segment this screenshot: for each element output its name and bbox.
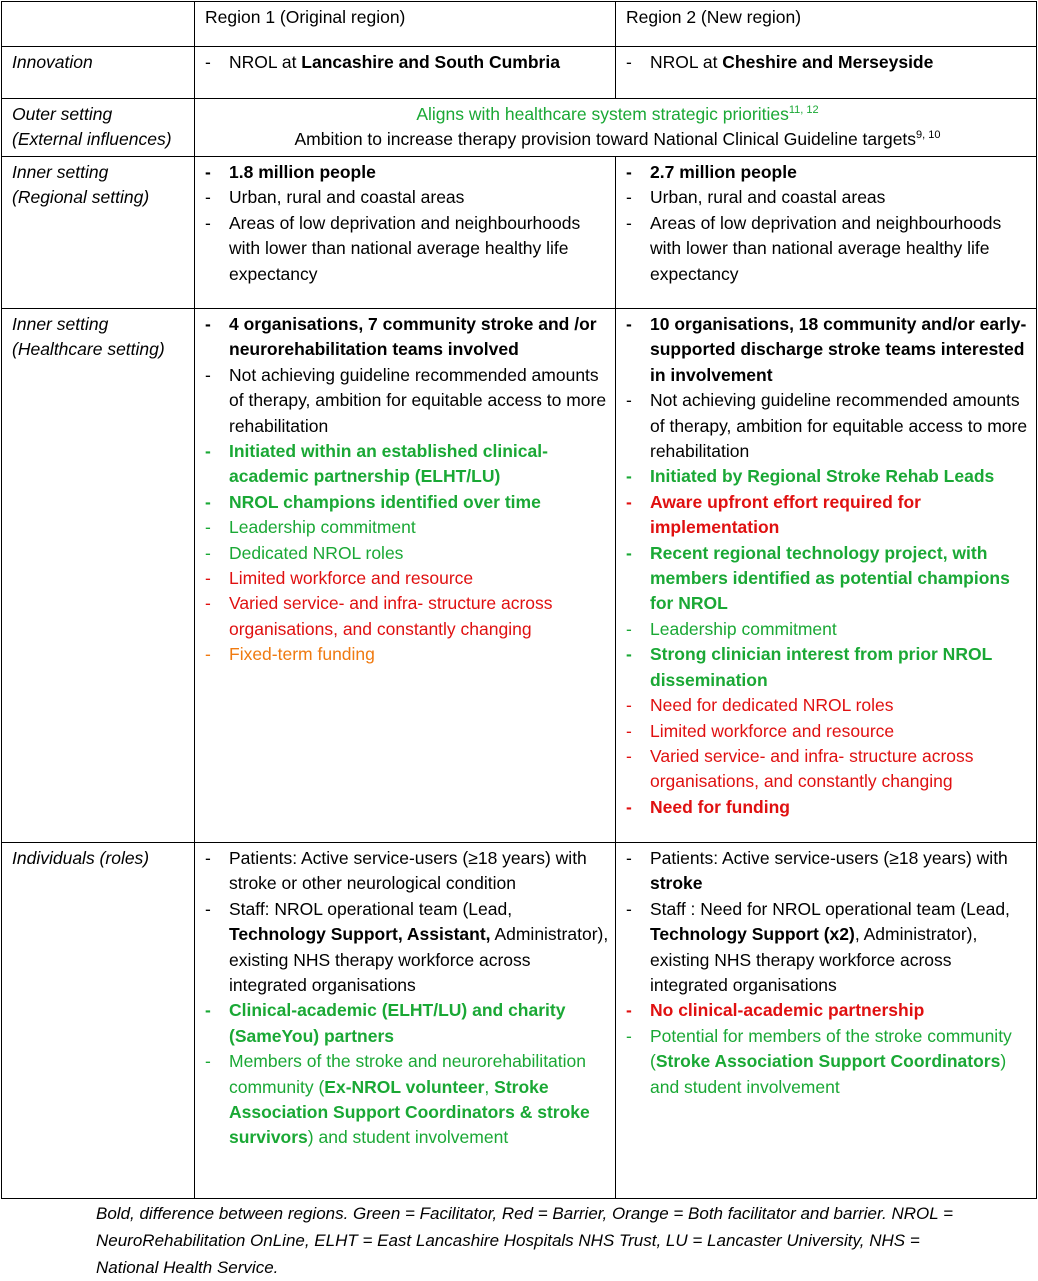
cell-individuals-region-2 bbox=[616, 843, 1037, 1199]
list-item bbox=[626, 50, 1030, 75]
header-region-2: Region 2 (New region) bbox=[616, 2, 1037, 47]
list-item: - Patients: Active service-users (≥18 years) with stroke or other neurological condition bbox=[205, 846, 609, 897]
list-item: - 10 organisations, 18 community and/or early-supported discharge stroke teams interested in involvement bbox=[626, 312, 1030, 388]
list-item: - Aware upfront effort required for implementation bbox=[626, 490, 1030, 541]
list-item: - Need for dedicated NROL roles bbox=[626, 693, 1030, 718]
list-item: - Not achieving guideline recommended amounts of therapy, ambition for equitable access to more rehabilitation bbox=[205, 363, 609, 439]
item-bold-text: Stroke Association Support Coordinators & stroke survivors bbox=[229, 1076, 590, 1148]
cell-inner-healthcare-region-1 bbox=[195, 309, 616, 843]
list-item: - 4 organisations, 7 community stroke and /or neurorehabilitation teams involved bbox=[205, 312, 609, 363]
row-inner-healthcare bbox=[2, 309, 1037, 843]
list-item: - Areas of low deprivation and neighbourhoods with lower than national average healthy life expectancy bbox=[205, 211, 609, 287]
list-item: - Strong clinician interest from prior NROL dissemination bbox=[626, 642, 1030, 693]
item-text: , bbox=[484, 1076, 495, 1097]
list-item bbox=[205, 50, 609, 75]
cell-individuals-region-1 bbox=[195, 843, 616, 1199]
list-item: - Varied service- and infra- structure across organisations, and constantly changing bbox=[205, 591, 609, 642]
list-item bbox=[205, 897, 609, 999]
item-text: Patients: Active service-users (≥18 years) with bbox=[650, 848, 1008, 868]
cell-inner-regional-region-1 bbox=[195, 157, 616, 309]
list-item: - NROL champions identified over time bbox=[205, 490, 609, 515]
cell-outer-setting bbox=[195, 99, 1037, 157]
list-item: - Urban, rural and coastal areas bbox=[626, 185, 1030, 210]
label-line-1: Outer setting bbox=[12, 104, 113, 124]
item-bold-text: Cheshire and Merseyside bbox=[722, 52, 934, 72]
row-individuals bbox=[2, 843, 1037, 1199]
outer-line-2-text: Ambition to increase therapy provision toward National Clinical Guideline targets bbox=[294, 129, 917, 150]
item-text: Members of the stroke and neurorehabilitation community ( bbox=[229, 1051, 587, 1097]
item-bold-text: Technology Support (x2) bbox=[650, 924, 855, 945]
row-label-outer-setting bbox=[2, 99, 195, 157]
label-line-1: Inner setting bbox=[12, 162, 109, 182]
list-item bbox=[626, 897, 1030, 999]
row-inner-regional bbox=[2, 157, 1037, 309]
reference-superscript: 9, 10 bbox=[916, 129, 941, 142]
outer-line-2 bbox=[205, 127, 1030, 152]
item-text: ) and student involvement bbox=[650, 1051, 1007, 1097]
list-item: - 2.7 million people bbox=[626, 160, 1030, 185]
list-item bbox=[205, 1049, 609, 1151]
list-item: - Varied service- and infra- structure across organisations, and constantly changing bbox=[626, 744, 1030, 795]
item-bold-text: Lancashire and South Cumbria bbox=[301, 52, 560, 72]
cell-innovation-region-1 bbox=[195, 47, 616, 99]
row-label-innovation: Innovation bbox=[2, 47, 195, 99]
row-label-inner-regional bbox=[2, 157, 195, 309]
list-item: - 1.8 million people bbox=[205, 160, 609, 185]
list-item: - Fixed-term funding bbox=[205, 642, 609, 667]
label-line-2: (Healthcare setting) bbox=[12, 339, 165, 360]
list-item: - Urban, rural and coastal areas bbox=[205, 185, 609, 210]
list-item: - No clinical-academic partnership bbox=[626, 998, 1030, 1023]
list-item: - Initiated by Regional Stroke Rehab Leads bbox=[626, 464, 1030, 489]
cell-innovation-region-2 bbox=[616, 47, 1037, 99]
item-bold-text: Ex-NROL volunteer bbox=[324, 1076, 485, 1097]
list-item: - Dedicated NROL roles bbox=[205, 541, 609, 566]
cell-inner-healthcare-region-2 bbox=[616, 309, 1037, 843]
list-item bbox=[626, 846, 1030, 897]
header-region-1: Region 1 (Original region) bbox=[195, 2, 616, 47]
list-item: - Initiated within an established clinical-academic partnership (ELHT/LU) bbox=[205, 439, 609, 490]
list-item: - Recent regional technology project, with members identified as potential champions for NROL bbox=[626, 541, 1030, 617]
row-innovation bbox=[2, 47, 1037, 99]
outer-line-1-text: Aligns with healthcare system strategic priorities bbox=[416, 104, 789, 124]
list-item: - Clinical-academic (ELHT/LU) and charity (SameYou) partners bbox=[205, 998, 609, 1049]
list-item: - Areas of low deprivation and neighbourhoods with lower than national average healthy life expectancy bbox=[626, 211, 1030, 287]
row-label-individuals: Individuals (roles) bbox=[2, 843, 195, 1199]
item-bold-text: Stroke Association Support Coordinators bbox=[655, 1051, 1001, 1072]
list-item: - Leadership commitment bbox=[205, 515, 609, 540]
list-item: - Limited workforce and resource bbox=[626, 719, 1030, 744]
item-text: NROL at bbox=[650, 52, 723, 72]
item-text: Administrator), existing NHS therapy workforce across integrated organisations bbox=[229, 924, 609, 996]
outer-line-1 bbox=[205, 102, 1030, 127]
label-line-2: (Regional setting) bbox=[12, 187, 150, 208]
header-empty-cell bbox=[2, 2, 195, 47]
label-line-2: (External influences) bbox=[12, 129, 172, 150]
list-item: - Need for funding bbox=[626, 795, 1030, 820]
list-item bbox=[626, 1024, 1030, 1100]
item-text: Staff: NROL operational team (Lead, bbox=[229, 898, 513, 919]
row-outer-setting bbox=[2, 99, 1037, 157]
item-text: Staff : Need for NROL operational team (Lead, bbox=[650, 898, 1010, 919]
item-text: Potential for members of the stroke community ( bbox=[650, 1025, 1012, 1072]
row-label-inner-healthcare bbox=[2, 309, 195, 843]
table-caption: Bold, difference between regions. Green = Facilitator, Red = Barrier, Orange = Both facilitator and barrier. NROL = NeuroRehabilitation OnLine, ELHT = East Lancashire Hospitals NHS Trust, LU = Lancaster University, NHS = National Health Service. bbox=[96, 1204, 954, 1277]
header-row bbox=[2, 2, 1037, 47]
list-item: - Leadership commitment bbox=[626, 617, 1030, 642]
item-bold-text: stroke bbox=[650, 873, 703, 894]
cell-inner-regional-region-2 bbox=[616, 157, 1037, 309]
item-bold-text: Technology Support, Assistant, bbox=[229, 924, 491, 945]
list-item: - Limited workforce and resource bbox=[205, 566, 609, 591]
reference-superscript: 11, 12 bbox=[788, 104, 819, 117]
comparison-table bbox=[1, 1, 1037, 1199]
label-line-1: Inner setting bbox=[12, 314, 109, 334]
item-text: , Administrator), existing NHS therapy workforce across integrated organisations bbox=[650, 924, 978, 996]
list-item: - Not achieving guideline recommended amounts of therapy, ambition for equitable access to more rehabilitation bbox=[626, 388, 1030, 464]
item-text: NROL at bbox=[229, 52, 302, 72]
item-text: ) and student involvement bbox=[307, 1127, 509, 1148]
